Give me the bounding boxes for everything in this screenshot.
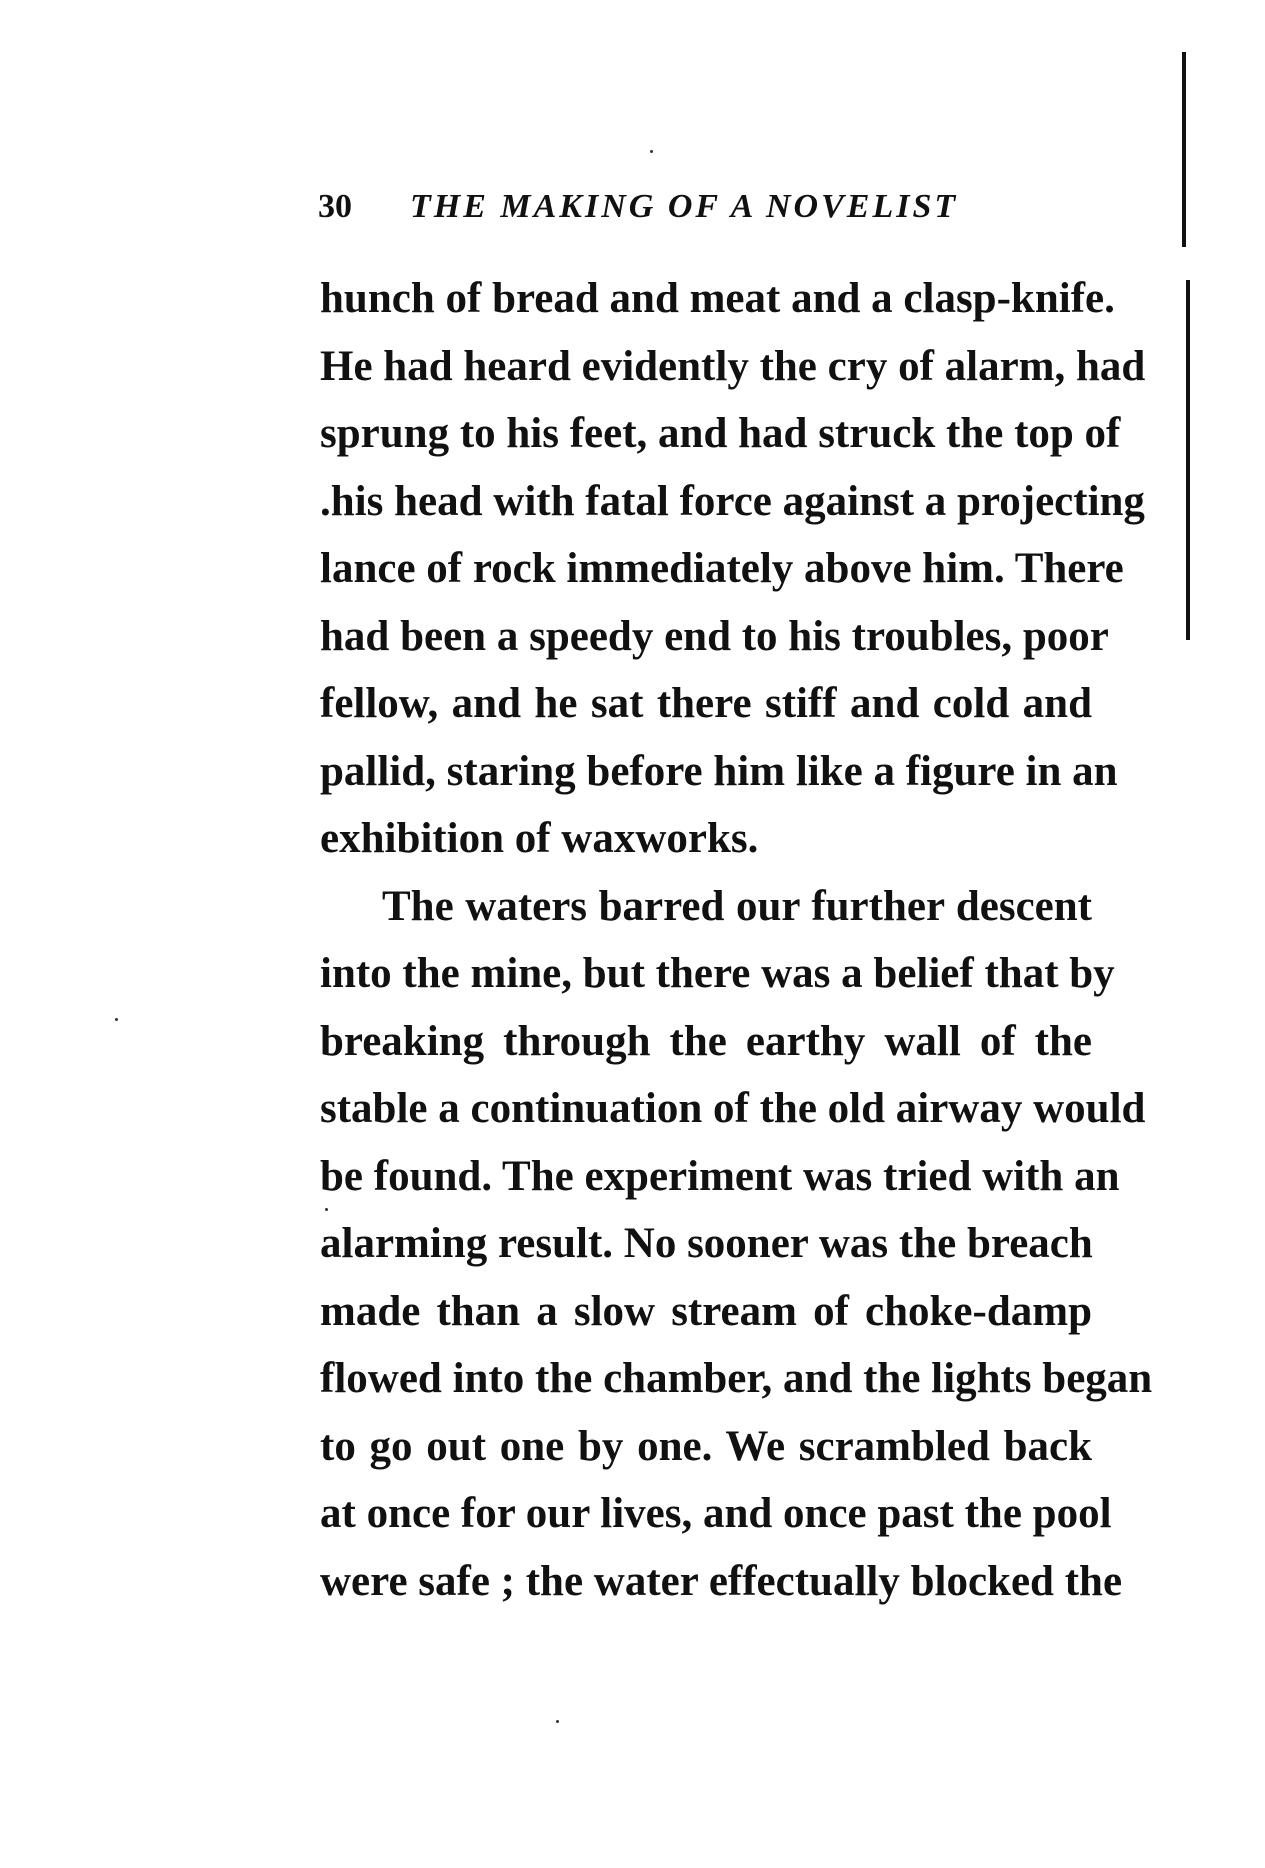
text-line: alarming result. No sooner was the breach: [320, 1220, 1093, 1267]
margin-rule-middle: [1186, 280, 1190, 640]
text-line: .his head with fatal force against a projecting: [320, 477, 1145, 525]
text-line: exhibition of waxworks.: [320, 815, 759, 862]
text-line: The waters barred our further descent: [382, 882, 1092, 930]
text-line: flowed into the chamber, and the lights began: [320, 1355, 1153, 1402]
running-head: [318, 188, 1018, 236]
paper-speck: [650, 150, 653, 153]
text-line: sprung to his feet, and had struck the top of: [320, 410, 1121, 457]
paper-speck: [556, 1720, 559, 1723]
text-line: breaking through the earthy wall of the: [320, 1017, 1092, 1065]
text-line: lance of rock immediately above him. There: [320, 545, 1124, 592]
text-line: made than a slow stream of choke-damp: [320, 1287, 1092, 1335]
text-line: had been a speedy end to his troubles, poor: [320, 612, 1109, 660]
text-line: He had heard evidently the cry of alarm, had: [320, 342, 1146, 390]
page-number: 30: [318, 188, 352, 225]
text-line: pallid, staring before him like a figure in an: [320, 747, 1118, 795]
text-line: into the mine, but there was a belief that by: [320, 950, 1115, 997]
text-line: be found. The experiment was tried with an: [320, 1152, 1120, 1200]
text-line: stable a continuation of the old airway would: [320, 1085, 1146, 1132]
paper-speck: [115, 1018, 118, 1021]
margin-rule-top: [1182, 52, 1186, 247]
text-line: hunch of bread and meat and a clasp-knife.: [320, 275, 1115, 322]
text-line: to go out one by one. We scrambled back: [320, 1422, 1092, 1470]
body-text: [320, 265, 1153, 1615]
book-title: THE MAKING OF A NOVELIST: [410, 188, 959, 225]
text-line: were safe ; the water effectually blocked the: [320, 1557, 1123, 1605]
text-line: at once for our lives, and once past the pool: [320, 1490, 1112, 1537]
text-line: fellow, and he sat there stiff and cold and: [320, 680, 1092, 727]
